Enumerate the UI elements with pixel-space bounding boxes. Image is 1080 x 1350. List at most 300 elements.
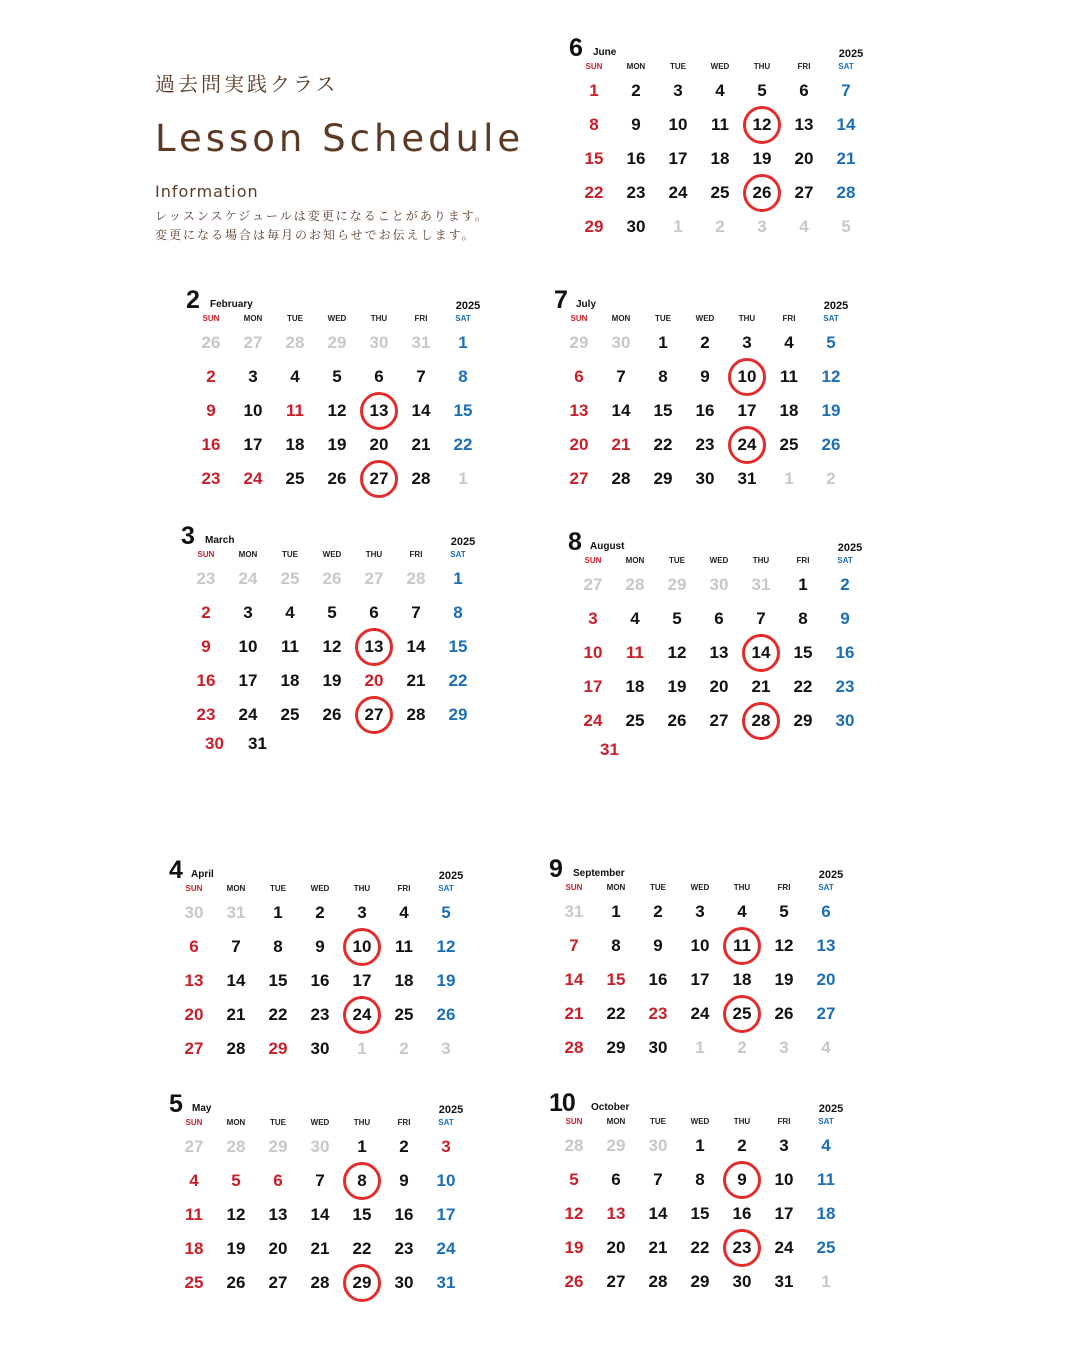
calendar-day: 30 [709, 575, 729, 594]
calendar-day: 30 [394, 1273, 414, 1292]
weekday-label: THU [752, 556, 770, 565]
calendar-day: 20 [816, 970, 836, 989]
calendar-day: 15 [352, 1205, 372, 1224]
calendar-day: 19 [327, 435, 347, 454]
calendar-day: 3 [779, 1038, 789, 1057]
calendar-month-february [186, 286, 490, 496]
weekday-label: SAT [818, 1117, 834, 1126]
calendar-day: 25 [394, 1005, 414, 1024]
calendar-day: 22 [653, 435, 673, 454]
calendar-day: 3 [779, 1136, 789, 1155]
calendar-day: 12 [821, 367, 841, 386]
calendar-day: 12 [667, 643, 687, 662]
calendar-day: 21 [310, 1239, 330, 1258]
weekday-label: WED [709, 556, 729, 565]
calendar-day: 26 [821, 435, 841, 454]
calendar-day: 18 [732, 970, 752, 989]
calendar-day: 29 [569, 333, 589, 352]
calendar-day: 23 [310, 1005, 330, 1024]
month-name: August [590, 541, 625, 552]
calendar-day: 4 [290, 367, 300, 386]
calendar-week [185, 596, 485, 630]
calendar-day: 2 [826, 469, 836, 488]
calendar-day: 6 [273, 1171, 283, 1190]
calendar-day: 6 [189, 937, 199, 956]
calendar-day: 23 [626, 183, 646, 202]
calendar-day: 21 [226, 1005, 246, 1024]
calendar-day: 21 [411, 435, 431, 454]
calendar-day: 14 [836, 115, 856, 134]
lesson-day: 9 [721, 1163, 763, 1197]
weekday-label: SUN [202, 314, 220, 323]
calendar-day: 28 [564, 1136, 584, 1155]
calendar-header [554, 286, 858, 314]
weekday-label: TUE [650, 883, 666, 892]
calendar-day: 3 [673, 81, 683, 100]
lesson-day: 27 [353, 698, 395, 732]
weekday-label: MON [626, 62, 646, 71]
calendar-week [553, 1265, 853, 1299]
weekday-label: MON [606, 1117, 626, 1126]
calendar-day: 28 [648, 1272, 668, 1291]
calendar-day: 26 [327, 469, 347, 488]
calendar-week [185, 664, 485, 698]
calendar-day: 10 [668, 115, 688, 134]
information-label: Information [155, 182, 259, 201]
weekday-label: TUE [655, 314, 671, 323]
calendar-day: 25 [710, 183, 730, 202]
calendar-day: 25 [816, 1238, 836, 1257]
calendar-day: 27 [184, 1137, 204, 1156]
calendar-day: 2 [737, 1136, 747, 1155]
calendar-day: 29 [667, 575, 687, 594]
calendar-week [573, 142, 873, 176]
weekday-label: FRI [796, 556, 810, 565]
year-label: 2025 [438, 1104, 464, 1116]
weekday-label: TUE [669, 556, 685, 565]
calendar-day: 7 [841, 81, 851, 100]
calendar-day: 29 [268, 1039, 288, 1058]
calendar-day: 18 [184, 1239, 204, 1258]
calendar-day: 8 [453, 603, 463, 622]
calendar-day: 20 [709, 677, 729, 696]
calendar-day: 7 [411, 603, 421, 622]
calendar-day: 4 [399, 903, 409, 922]
weekday-label: FRI [397, 1118, 411, 1127]
calendar-day: 30 [835, 711, 855, 730]
calendar-day: 27 [583, 575, 603, 594]
calendar-day: 23 [695, 435, 715, 454]
notice-line: レッスンスケジュールは変更になることがあります。 [155, 209, 489, 223]
weekday-label: FRI [777, 1117, 791, 1126]
calendar-day: 25 [184, 1273, 204, 1292]
calendar-day: 13 [816, 936, 836, 955]
calendar-day: 23 [196, 569, 216, 588]
calendar-header [568, 528, 872, 556]
weekday-label: TUE [270, 1118, 286, 1127]
calendar-day: 17 [737, 401, 757, 420]
calendar-day: 30 [626, 217, 646, 236]
calendar-day: 31 [411, 333, 431, 352]
calendar-day: 10 [583, 643, 603, 662]
calendar-day: 2 [840, 575, 850, 594]
calendar-day: 8 [658, 367, 668, 386]
calendar-day: 1 [784, 469, 794, 488]
calendar-day: 20 [268, 1239, 288, 1258]
weekday-label: THU [370, 314, 388, 323]
month-number: 10 [549, 1089, 575, 1117]
weekday-header [558, 314, 858, 326]
calendar-day: 27 [816, 1004, 836, 1023]
calendar-day: 1 [673, 217, 683, 236]
calendar-day: 26 [201, 333, 221, 352]
weekday-label: MON [625, 556, 645, 565]
calendar-day: 6 [369, 603, 379, 622]
calendar-day: 27 [709, 711, 729, 730]
calendar-week [173, 930, 473, 964]
calendar-day: 31 [751, 575, 771, 594]
weekday-label: MON [243, 314, 263, 323]
calendar-day: 17 [774, 1204, 794, 1223]
calendar-day: 7 [616, 367, 626, 386]
calendar-day: 1 [453, 569, 463, 588]
calendar-day: 25 [280, 569, 300, 588]
calendar-day: 1 [798, 575, 808, 594]
calendar-day: 29 [584, 217, 604, 236]
calendar-day: 25 [285, 469, 305, 488]
calendar-week [173, 1130, 473, 1164]
weekday-label: SAT [837, 556, 853, 565]
calendar-day: 17 [436, 1205, 456, 1224]
weekday-label: TUE [287, 314, 303, 323]
weekday-label: MON [606, 883, 626, 892]
calendar-day: 22 [606, 1004, 626, 1023]
calendar-day: 15 [653, 401, 673, 420]
calendar-day: 27 [243, 333, 263, 352]
weekday-label: FRI [414, 314, 428, 323]
calendar-day: 27 [364, 569, 384, 588]
calendar-day: 4 [821, 1038, 831, 1057]
lesson-day: 8 [341, 1164, 383, 1198]
calendar-day: 28 [285, 333, 305, 352]
lesson-day: 29 [341, 1266, 383, 1300]
weekday-label: THU [353, 884, 371, 893]
calendar-day: 1 [589, 81, 599, 100]
calendar-week [190, 462, 490, 496]
calendar-day: 29 [268, 1137, 288, 1156]
calendar-day: 16 [394, 1205, 414, 1224]
lesson-day: 28 [740, 704, 782, 738]
calendar-day: 2 [399, 1039, 409, 1058]
calendar-day: 5 [826, 333, 836, 352]
calendar-day: 2 [399, 1137, 409, 1156]
month-number: 3 [181, 522, 194, 550]
calendar-day: 20 [569, 435, 589, 454]
calendar-day: 18 [280, 671, 300, 690]
calendar-day: 4 [285, 603, 295, 622]
calendar-week [553, 1197, 853, 1231]
calendar-day: 20 [794, 149, 814, 168]
calendar-week [173, 1232, 473, 1266]
month-number: 5 [169, 1090, 182, 1118]
calendar-day: 17 [352, 971, 372, 990]
calendar-week [558, 428, 858, 462]
calendar-day: 16 [732, 1204, 752, 1223]
calendar-day: 28 [310, 1273, 330, 1292]
calendar-day: 14 [648, 1204, 668, 1223]
weekday-header [173, 1118, 473, 1130]
year-label: 2025 [838, 48, 864, 60]
calendar-day: 11 [817, 1170, 835, 1189]
page-header [155, 68, 524, 245]
page-title: Lesson Schedule [155, 117, 525, 160]
calendar-day: 15 [793, 643, 813, 662]
calendar-day: 9 [840, 609, 850, 628]
calendar-day: 3 [357, 903, 367, 922]
calendar-day: 3 [757, 217, 767, 236]
month-name: April [191, 869, 214, 880]
calendar-day: 21 [836, 149, 856, 168]
calendar-week [558, 326, 858, 360]
calendar-day: 1 [695, 1136, 705, 1155]
weekday-label: SAT [438, 884, 454, 893]
calendar-day: 7 [416, 367, 426, 386]
calendar-day: 10 [243, 401, 263, 420]
calendar-day: 28 [226, 1039, 246, 1058]
weekday-label: FRI [397, 884, 411, 893]
calendar-day: 2 [631, 81, 641, 100]
calendar-week [173, 1164, 473, 1198]
calendar-day: 10 [774, 1170, 794, 1189]
calendar-day: 30 [648, 1038, 668, 1057]
calendar-week [572, 602, 872, 636]
calendar-day: 26 [322, 705, 342, 724]
calendar-day: 1 [821, 1272, 831, 1291]
calendar-day: 25 [280, 705, 300, 724]
calendar-day: 6 [611, 1170, 621, 1189]
weekday-label: WED [695, 314, 715, 323]
calendar-day: 21 [751, 677, 771, 696]
calendar-day: 19 [774, 970, 794, 989]
weekday-label: WED [310, 884, 330, 893]
weekday-header [185, 550, 485, 562]
calendar-day: 7 [315, 1171, 325, 1190]
calendar-week [173, 1266, 473, 1300]
calendar-day: 3 [248, 367, 258, 386]
overflow-day: 30 [205, 734, 224, 753]
calendar-week [558, 462, 858, 496]
calendar-day: 21 [611, 435, 631, 454]
calendar-week [190, 360, 490, 394]
calendar-day: 2 [206, 367, 216, 386]
calendar-day: 1 [273, 903, 283, 922]
calendar-day: 12 [774, 936, 794, 955]
month-name: February [210, 299, 253, 310]
calendar-day: 7 [231, 937, 241, 956]
calendar-day: 16 [310, 971, 330, 990]
calendar-header [181, 522, 485, 550]
calendar-day: 30 [648, 1136, 668, 1155]
calendar-day: 10 [238, 637, 258, 656]
calendar-day: 27 [184, 1039, 204, 1058]
calendar-day: 2 [653, 902, 663, 921]
calendar-day: 2 [315, 903, 325, 922]
lesson-day: 24 [341, 998, 383, 1032]
calendar-day: 28 [406, 705, 426, 724]
calendar-day: 29 [448, 705, 468, 724]
calendar-day: 5 [441, 903, 451, 922]
calendar-day: 5 [757, 81, 767, 100]
calendar-day: 11 [281, 637, 299, 656]
calendar-day: 29 [690, 1272, 710, 1291]
calendar-day: 22 [690, 1238, 710, 1257]
weekday-header [553, 883, 853, 895]
weekday-label: FRI [777, 883, 791, 892]
calendar-day: 14 [226, 971, 246, 990]
weekday-label: WED [710, 62, 730, 71]
calendar-header [169, 856, 473, 884]
calendar-day: 20 [369, 435, 389, 454]
weekday-label: THU [365, 550, 383, 559]
weekday-header [572, 556, 872, 568]
calendar-day: 5 [569, 1170, 579, 1189]
weekday-label: WED [310, 1118, 330, 1127]
calendar-day: 8 [273, 937, 283, 956]
calendar-day: 21 [406, 671, 426, 690]
calendar-week [190, 394, 490, 428]
weekday-label: SUN [570, 314, 588, 323]
calendar-day: 30 [310, 1039, 330, 1058]
calendar-day: 15 [690, 1204, 710, 1223]
calendar-day: 13 [709, 643, 729, 662]
calendar-day: 16 [835, 643, 855, 662]
month-number: 2 [186, 286, 199, 314]
calendar-day: 31 [436, 1273, 456, 1292]
calendar-week [190, 428, 490, 462]
calendar-day: 26 [564, 1272, 584, 1291]
calendar-week [553, 1031, 853, 1065]
class-name: 過去問実践クラス [155, 72, 339, 96]
calendar-day: 30 [310, 1137, 330, 1156]
calendar-day: 11 [286, 401, 304, 420]
calendar-day: 23 [835, 677, 855, 696]
calendar-day: 18 [285, 435, 305, 454]
calendar-day: 3 [441, 1137, 451, 1156]
weekday-label: MON [226, 884, 246, 893]
month-number: 9 [549, 855, 562, 883]
calendar-day: 14 [310, 1205, 330, 1224]
calendar-day: 9 [206, 401, 216, 420]
calendar-day: 25 [625, 711, 645, 730]
calendar-day: 31 [737, 469, 757, 488]
calendar-day: 7 [756, 609, 766, 628]
calendar-week [553, 1231, 853, 1265]
calendar-day: 12 [226, 1205, 246, 1224]
calendar-day: 1 [658, 333, 668, 352]
calendar-day: 28 [836, 183, 856, 202]
calendar-week [572, 568, 872, 602]
calendar-week [553, 997, 853, 1031]
calendar-day: 6 [821, 902, 831, 921]
calendar-header [549, 855, 853, 883]
calendar-day: 24 [238, 705, 258, 724]
month-name: July [576, 299, 597, 310]
calendar-day: 5 [672, 609, 682, 628]
calendar-day: 4 [189, 1171, 199, 1190]
calendar-day: 4 [737, 902, 747, 921]
weekday-label: SAT [818, 883, 834, 892]
month-name: June [593, 47, 617, 58]
calendar-week [573, 176, 873, 210]
calendar-day: 14 [406, 637, 426, 656]
calendar-day: 4 [821, 1136, 831, 1155]
calendar-day: 22 [352, 1239, 372, 1258]
calendar-week [173, 998, 473, 1032]
calendar-week [573, 108, 873, 142]
calendar-day: 30 [184, 903, 204, 922]
lesson-day: 10 [341, 930, 383, 964]
calendar-day: 4 [784, 333, 794, 352]
calendar-day: 18 [816, 1204, 836, 1223]
weekday-label: THU [353, 1118, 371, 1127]
calendar-day: 15 [606, 970, 626, 989]
calendar-day: 30 [611, 333, 631, 352]
calendar-header [169, 1090, 473, 1118]
calendar-day: 19 [667, 677, 687, 696]
calendar-week [573, 210, 873, 244]
calendar-day: 11 [780, 367, 798, 386]
calendar-day: 23 [196, 705, 216, 724]
calendar-day: 4 [799, 217, 809, 236]
calendar-day: 3 [695, 902, 705, 921]
calendar-day: 9 [631, 115, 641, 134]
calendar-day: 15 [584, 149, 604, 168]
calendar-day: 17 [238, 671, 258, 690]
calendar-day: 30 [695, 469, 715, 488]
month-number: 4 [169, 856, 182, 884]
calendar-day: 24 [583, 711, 603, 730]
calendar-week [572, 670, 872, 704]
lesson-day: 24 [726, 428, 768, 462]
calendar-day: 29 [327, 333, 347, 352]
calendar-day: 7 [653, 1170, 663, 1189]
weekday-label: WED [690, 1117, 710, 1126]
calendar-day: 9 [201, 637, 211, 656]
weekday-label: SUN [185, 1118, 203, 1127]
calendar-day: 16 [626, 149, 646, 168]
calendar-day: 21 [564, 1004, 584, 1023]
calendar-day: 31 [226, 903, 246, 922]
calendar-day: 19 [821, 401, 841, 420]
calendar-week [553, 895, 853, 929]
calendar-day: 22 [584, 183, 604, 202]
calendar-day: 2 [715, 217, 725, 236]
calendar-day: 17 [583, 677, 603, 696]
calendar-header [549, 1089, 853, 1117]
calendar-day: 18 [394, 971, 414, 990]
calendar-day: 22 [448, 671, 468, 690]
calendar-day: 2 [201, 603, 211, 622]
weekday-label: SAT [450, 550, 466, 559]
weekday-label: MON [238, 550, 258, 559]
calendar-week [572, 704, 872, 738]
calendar-day: 19 [226, 1239, 246, 1258]
calendar-week [558, 360, 858, 394]
calendar-week [173, 1198, 473, 1232]
year-label: 2025 [455, 300, 481, 312]
lesson-day: 14 [740, 636, 782, 670]
calendar-day: 24 [436, 1239, 456, 1258]
